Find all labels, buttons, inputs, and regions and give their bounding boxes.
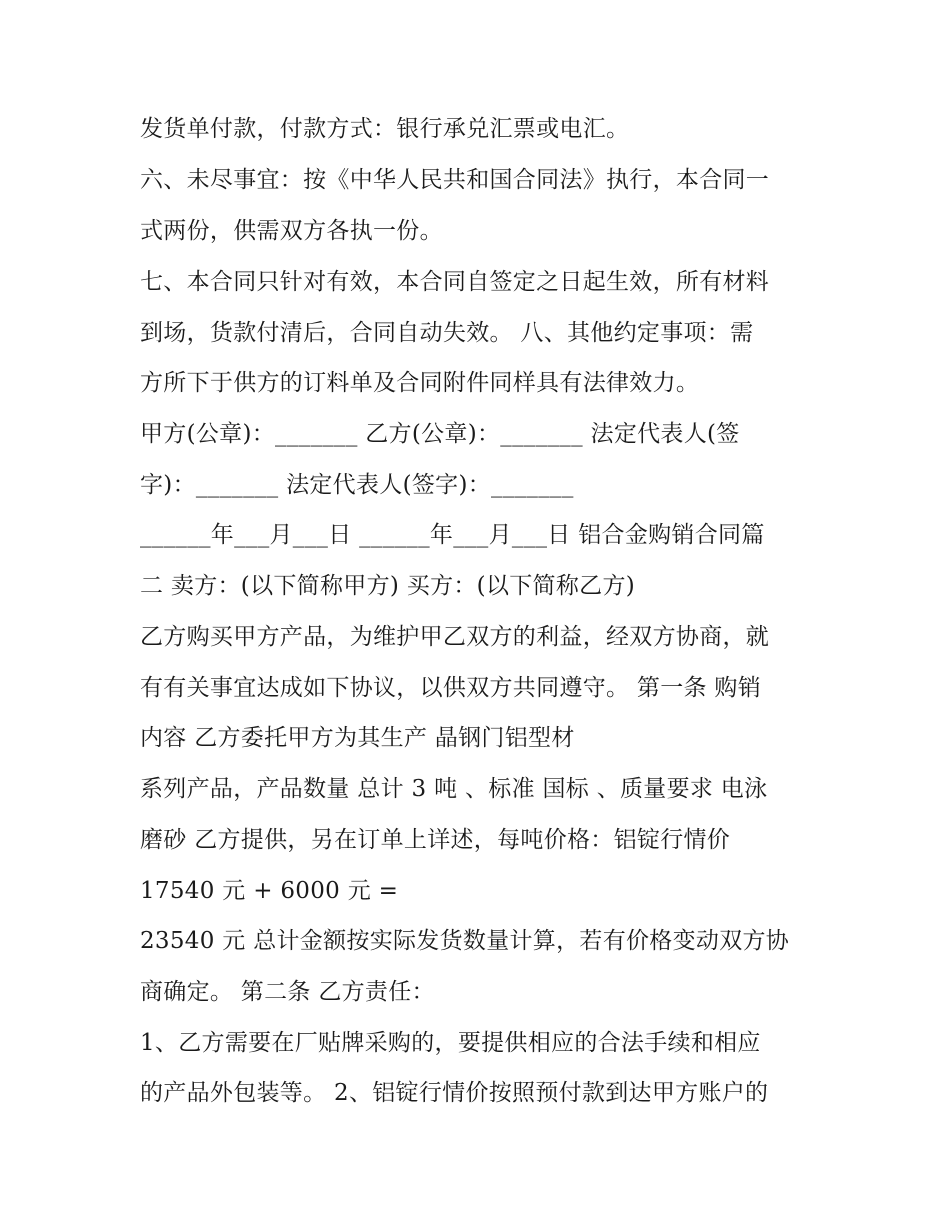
- text-line: 23540 元 总计金额按实际发货数量计算，若有价格变动双方协: [140, 928, 790, 954]
- text-line: ______年___月___日 ______年___月___日 铝合金购销合同篇: [140, 522, 765, 548]
- text-line: 磨砂 乙方提供，另在订单上详述，每吨价格：铝锭行情价: [140, 827, 731, 853]
- text-line: 内容 乙方委托甲方为其生产 晶钢门铝型材: [140, 725, 575, 751]
- text-line: 商确定。 第二条 乙方责任：: [140, 979, 435, 1005]
- text-line: 17540 元 + 6000 元 =: [140, 878, 399, 904]
- text-line: 系列产品，产品数量 总计 3 吨 、标准 国标 、质量要求 电泳: [140, 776, 768, 802]
- text-line: 字)：_______ 法定代表人(签字)：_______: [140, 472, 574, 498]
- text-line: 甲方(公章)：_______ 乙方(公章)：_______ 法定代表人(签: [140, 421, 740, 447]
- text-line: 七、本合同只针对有效，本合同自签定之日起生效，所有材料: [140, 269, 770, 295]
- text-line: 有有关事宜达成如下协议，以供双方共同遵守。 第一条 购销: [140, 675, 762, 701]
- text-line: 发货单付款，付款方式：银行承兑汇票或电汇。: [140, 116, 630, 142]
- text-line: 二 卖方：(以下简称甲方) 买方：(以下简称乙方): [140, 573, 636, 599]
- text-line: 式两份，供需双方各执一份。: [140, 218, 443, 244]
- text-line: 乙方购买甲方产品，为维护甲乙双方的利益，经双方协商，就: [140, 624, 770, 650]
- text-line: 的产品外包装等。 2、铝锭行情价按照预付款到达甲方账户的: [140, 1080, 769, 1106]
- text-line: 方所下于供方的订料单及合同附件同样具有法律效力。: [140, 370, 700, 396]
- text-line: 到场，货款付清后，合同自动失效。 八、其他约定事项：需: [140, 320, 754, 346]
- text-line: 1、乙方需要在厂贴牌采购的，要提供相应的合法手续和相应: [140, 1030, 761, 1056]
- text-line: 六、未尽事宜：按《中华人民共和国合同法》执行，本合同一: [140, 167, 770, 193]
